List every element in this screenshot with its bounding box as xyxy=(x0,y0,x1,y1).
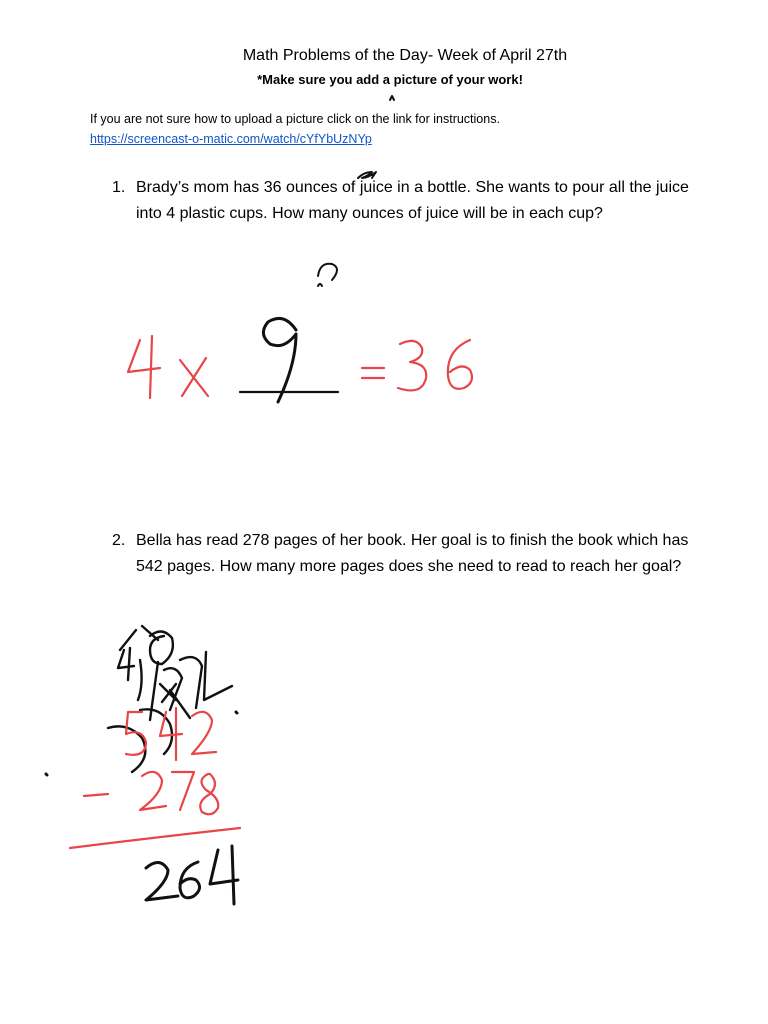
problem-2-regrouping xyxy=(46,626,237,775)
ink-digit-4-answer xyxy=(210,846,238,904)
instructions-text: If you are not sure how to upload a picture click on the link for instructions. xyxy=(90,112,500,126)
page-title: Math Problems of the Day- Week of April 27th xyxy=(242,47,568,64)
problem-2-subtraction xyxy=(70,708,240,848)
problem-2-text: Bella has read 278 pages of her book. Her goal is to finish the book which has 542 pages. How many more pages does she need to read to reach her goal? xyxy=(136,532,689,575)
problem-2-answer xyxy=(146,846,238,904)
problem-1-text: Brady’s mom has 36 ounces of juice in a bottle. She wants to pour all the juice into 4 plastic cups. How many ounces of juice will be in each cup? xyxy=(136,179,689,222)
ink-question-mark xyxy=(318,264,337,286)
ink-dot-left xyxy=(46,774,47,775)
ink-equals xyxy=(362,368,384,378)
problem-1-number: 1. xyxy=(112,179,126,196)
problem-2-number: 2. xyxy=(112,532,126,549)
ink-letter-x xyxy=(180,358,208,396)
page-subtitle: *Make sure you add a picture of your work! xyxy=(257,72,523,87)
ink-dot-right xyxy=(236,712,237,713)
problem-1-equation xyxy=(128,336,472,398)
ink-digit-4 xyxy=(128,336,160,398)
ink-answer-line xyxy=(70,828,240,848)
ink-answer-9 xyxy=(263,318,296,402)
instructions-link[interactable]: https://screencast-o-matic.com/watch/cYfYbUzNYp xyxy=(90,132,372,146)
ink-minus xyxy=(84,794,108,796)
ink-digit-6 xyxy=(448,340,472,389)
ink-278 xyxy=(140,772,218,814)
ink-mark-top xyxy=(390,96,394,100)
ink-542 xyxy=(126,708,216,760)
ink-digit-3 xyxy=(398,341,426,391)
ink-digit-6-answer xyxy=(180,862,200,898)
ink-digit-2 xyxy=(146,862,178,900)
